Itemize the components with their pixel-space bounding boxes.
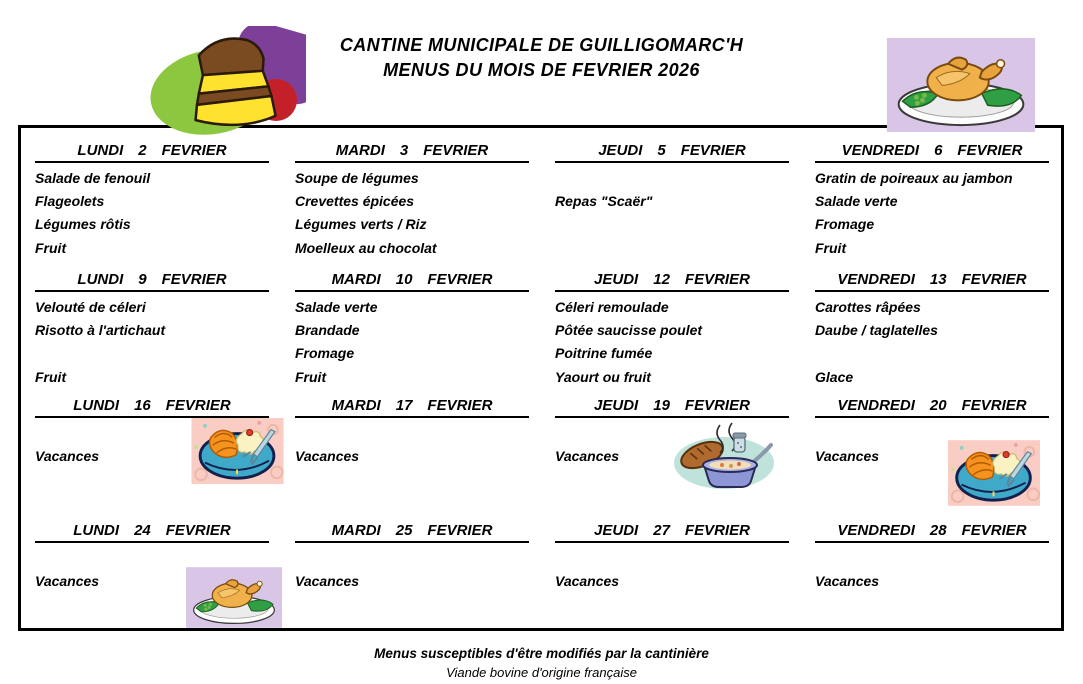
day-date: 24 bbox=[134, 522, 151, 539]
menu-item bbox=[815, 342, 1049, 365]
roast-chicken-plate-icon bbox=[886, 38, 1036, 132]
menu-item: Salade verte bbox=[295, 299, 378, 315]
day-name: VENDREDI bbox=[837, 522, 915, 539]
menu-item: Yaourt ou fruit bbox=[555, 368, 651, 385]
menu-item bbox=[815, 547, 1049, 570]
menu-table bbox=[18, 125, 1064, 631]
cake-slice-icon bbox=[148, 26, 306, 138]
menu-cell-lundi-9 bbox=[21, 264, 281, 390]
menu-item: Vacances bbox=[555, 573, 620, 590]
day-header bbox=[555, 271, 789, 292]
menu-item: Vacances bbox=[295, 448, 360, 465]
day-date: 2 bbox=[138, 142, 147, 159]
day-date: 17 bbox=[395, 397, 413, 414]
day-name: LUNDI bbox=[77, 142, 124, 159]
menu-items bbox=[555, 167, 789, 213]
day-header bbox=[815, 142, 1049, 163]
menu-item: Salade verte bbox=[815, 193, 898, 210]
day-header bbox=[295, 142, 529, 163]
menu-item: Vacances bbox=[555, 448, 620, 465]
day-header bbox=[35, 142, 269, 163]
menu-item: Pôtée saucisse poulet bbox=[555, 322, 703, 339]
menu-items bbox=[35, 167, 269, 260]
menu-item: Brandade bbox=[295, 322, 360, 339]
menu-item: Vacances bbox=[815, 448, 880, 465]
menu-item: Poitrine fumée bbox=[555, 345, 653, 362]
menu-cell-lundi-2 bbox=[21, 128, 281, 264]
day-header bbox=[815, 397, 1049, 418]
menu-cell-mardi-3 bbox=[281, 128, 541, 264]
menu-items bbox=[295, 296, 529, 389]
day-name: LUNDI bbox=[73, 397, 120, 414]
menu-item: Céleri remoulade bbox=[555, 299, 669, 315]
day-month: FEVRIER bbox=[961, 522, 1027, 539]
menu-items bbox=[815, 167, 1049, 260]
menu-item: Fruit bbox=[35, 368, 67, 385]
day-name: VENDREDI bbox=[841, 142, 920, 159]
menu-cell-vendredi-13 bbox=[801, 264, 1061, 390]
day-header bbox=[295, 397, 529, 418]
menu-item: Flageolets bbox=[35, 193, 105, 210]
day-date: 27 bbox=[653, 522, 670, 539]
day-header bbox=[815, 522, 1049, 543]
day-date: 25 bbox=[395, 522, 413, 539]
menu-item: Légumes rôtis bbox=[35, 216, 131, 233]
menu-item: Risotto à l'artichaut bbox=[35, 322, 166, 339]
title-line2: MENUS DU MOIS DE FEVRIER 2026 bbox=[383, 60, 700, 80]
menu-cell-mardi-25 bbox=[281, 515, 541, 628]
day-name: MARDI bbox=[331, 397, 381, 414]
day-name: MARDI bbox=[335, 142, 385, 159]
day-date: 20 bbox=[929, 397, 947, 414]
footer-note-origin: Viande bovine d'origine française bbox=[446, 665, 637, 680]
day-date: 10 bbox=[395, 271, 413, 288]
soup-and-bread-icon bbox=[672, 413, 777, 497]
day-header bbox=[35, 271, 269, 292]
menu-item: Vacances bbox=[815, 573, 880, 590]
menu-item: Repas "Scaër" bbox=[555, 193, 653, 210]
dessert-plate-icon bbox=[948, 438, 1040, 508]
day-month: FEVRIER bbox=[680, 142, 746, 159]
footer-note-modification: Menus susceptibles d'être modifiés par la cantinière bbox=[374, 646, 709, 661]
day-name: VENDREDI bbox=[837, 271, 915, 288]
day-header bbox=[555, 142, 789, 163]
menu-items bbox=[815, 296, 1049, 389]
menu-item: Salade de fenouil bbox=[35, 170, 151, 186]
title-line1: CANTINE MUNICIPALE DE GUILLIGOMARC'H bbox=[339, 35, 744, 55]
menu-cell-jeudi-27 bbox=[541, 515, 801, 628]
day-header bbox=[35, 522, 269, 543]
menu-item bbox=[555, 547, 789, 570]
roast-chicken-plate-icon bbox=[186, 567, 282, 628]
menu-item: Fromage bbox=[815, 216, 875, 233]
menu-cell-jeudi-5 bbox=[541, 128, 801, 264]
day-name: JEUDI bbox=[594, 397, 639, 414]
menu-item bbox=[35, 342, 269, 365]
menu-item: Moelleux au chocolat bbox=[295, 239, 437, 256]
menu-cell-mardi-10 bbox=[281, 264, 541, 390]
day-month: FEVRIER bbox=[427, 522, 493, 539]
menu-item: Fruit bbox=[815, 239, 847, 256]
menu-item: Fromage bbox=[295, 345, 355, 362]
day-name: MARDI bbox=[331, 271, 381, 288]
day-month: FEVRIER bbox=[165, 397, 231, 414]
menu-item: Vacances bbox=[295, 573, 360, 590]
menu-item bbox=[295, 422, 529, 445]
day-name: LUNDI bbox=[77, 271, 124, 288]
day-header bbox=[295, 271, 529, 292]
day-month: FEVRIER bbox=[161, 142, 227, 159]
day-month: FEVRIER bbox=[957, 142, 1023, 159]
day-month: FEVRIER bbox=[961, 271, 1027, 288]
menu-item bbox=[555, 167, 789, 190]
day-month: FEVRIER bbox=[423, 142, 489, 159]
menu-items bbox=[295, 422, 529, 468]
day-month: FEVRIER bbox=[684, 397, 750, 414]
day-date: 13 bbox=[929, 271, 947, 288]
day-name: VENDREDI bbox=[837, 397, 915, 414]
footer-notes bbox=[0, 645, 1083, 681]
menu-item: Gratin de poireaux au jambon bbox=[815, 170, 1013, 186]
menu-cell-vendredi-28 bbox=[801, 515, 1061, 628]
menu-item: Fruit bbox=[295, 368, 327, 385]
day-month: FEVRIER bbox=[427, 271, 493, 288]
menu-item: Légumes verts / Riz bbox=[295, 216, 427, 233]
menu-item: Soupe de légumes bbox=[295, 170, 419, 186]
menu-item: Daube / taglatelles bbox=[815, 322, 938, 339]
day-date: 16 bbox=[134, 397, 151, 414]
menu-item bbox=[295, 547, 529, 570]
day-name: JEUDI bbox=[594, 522, 639, 539]
day-header bbox=[35, 397, 269, 418]
menu-item: Carottes râpées bbox=[815, 299, 921, 315]
day-date: 28 bbox=[929, 522, 947, 539]
day-month: FEVRIER bbox=[165, 522, 231, 539]
dessert-plate-icon bbox=[190, 418, 285, 484]
menu-item: Glace bbox=[815, 368, 854, 385]
day-date: 6 bbox=[934, 142, 943, 159]
menu-items bbox=[555, 547, 789, 593]
day-name: JEUDI bbox=[598, 142, 643, 159]
day-name: LUNDI bbox=[73, 522, 120, 539]
menu-item: Vacances bbox=[35, 448, 100, 465]
menu-item: Velouté de céleri bbox=[35, 299, 146, 315]
menu-item: Crevettes épicées bbox=[295, 193, 415, 210]
day-header bbox=[295, 522, 529, 543]
menu-items bbox=[295, 167, 529, 260]
menu-item: Vacances bbox=[35, 573, 100, 590]
day-header bbox=[815, 271, 1049, 292]
day-date: 19 bbox=[653, 397, 670, 414]
day-header bbox=[555, 522, 789, 543]
day-date: 5 bbox=[657, 142, 666, 159]
menu-items bbox=[555, 296, 789, 389]
day-date: 3 bbox=[399, 142, 409, 159]
day-date: 12 bbox=[653, 271, 670, 288]
menu-cell-jeudi-12 bbox=[541, 264, 801, 390]
menu-cell-mardi-17 bbox=[281, 390, 541, 515]
day-month: FEVRIER bbox=[427, 397, 493, 414]
day-month: FEVRIER bbox=[684, 522, 750, 539]
menu-items bbox=[815, 547, 1049, 593]
menu-items bbox=[35, 296, 269, 389]
day-month: FEVRIER bbox=[961, 397, 1027, 414]
day-date: 9 bbox=[138, 271, 147, 288]
menu-items bbox=[295, 547, 529, 593]
menu-cell-vendredi-6 bbox=[801, 128, 1061, 264]
day-name: JEUDI bbox=[594, 271, 639, 288]
day-month: FEVRIER bbox=[161, 271, 227, 288]
menu-item: Fruit bbox=[35, 239, 67, 256]
day-month: FEVRIER bbox=[684, 271, 750, 288]
day-name: MARDI bbox=[331, 522, 381, 539]
